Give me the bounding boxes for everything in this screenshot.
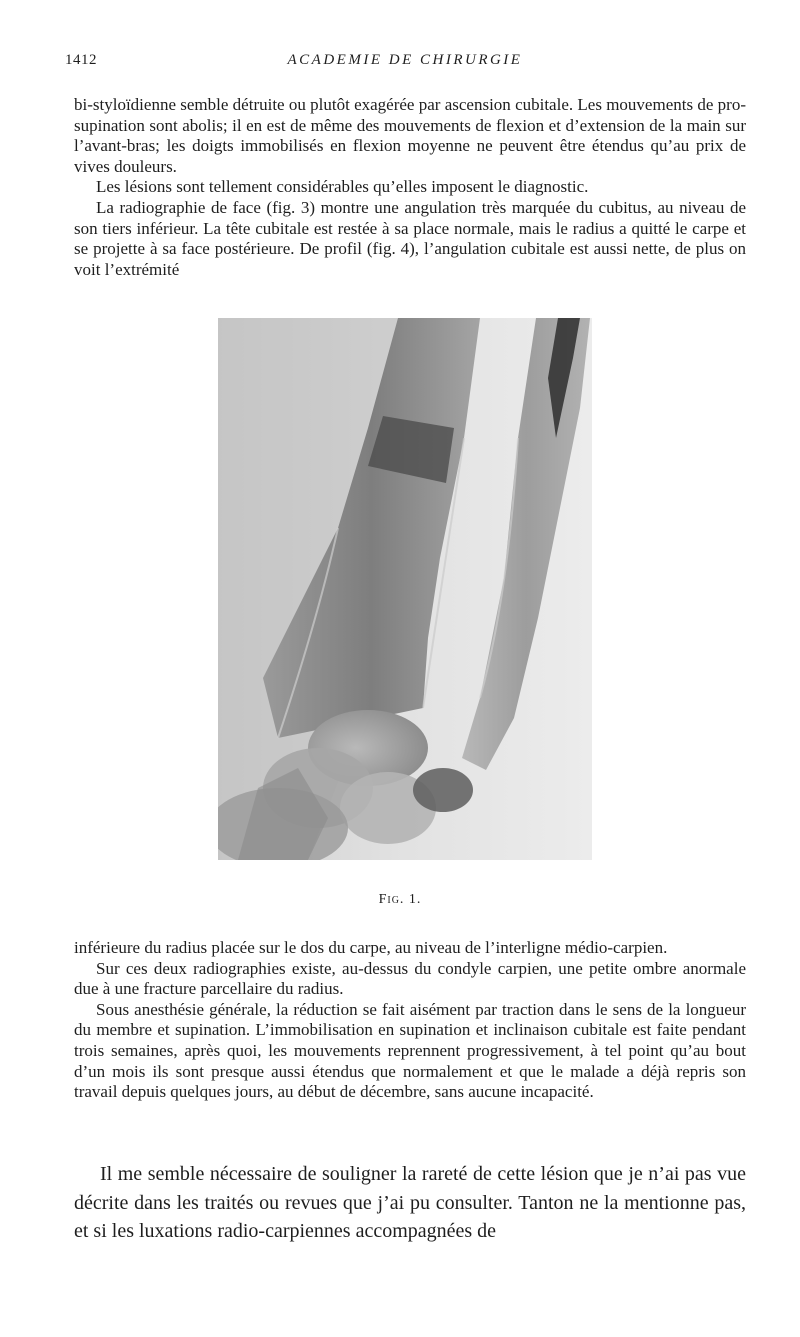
paragraph: inférieure du radius placée sur le dos du carpe, au niveau de l’interligne médio-carpien. [74, 938, 668, 957]
paragraph: bi-styloïdienne semble détruite ou plutôt exagérée par ascension cubitale. Les mouvements de pro-supination sont abolis; il en est de même des mouvements de flexion et d’extension de la main sur l’avant-bras; les doigts immobilisés en flexion moyenne ne peuvent être étendus qu’au prix de vives douleurs. [74, 95, 746, 176]
body-text-middle [74, 938, 746, 1103]
paragraph: Sur ces deux radiographies existe, au-dessus du condyle carpien, une petite ombre anormale due à une fracture parcellaire du radius. [74, 958, 746, 999]
figure-caption-text: Fig. 1. [378, 892, 422, 907]
page-header [65, 52, 745, 74]
paragraph: Sous anesthésie générale, la réduction se fait aisément par traction dans le sens de la longueur du membre et supination. L’immobilisation en supination et inclinaison cubitale est faite pendant trois semaines, après quoi, les mouvements reprennent progressivement, à tel point qu’au bout d’un mois ils sont presque aussi étendus que normalement et que le malade a déjà repris son travail depuis quelques jours, au début de décembre, sans aucune incapacité. [74, 999, 746, 1102]
radiograph-figure [218, 318, 592, 860]
body-text-top [74, 95, 746, 280]
paragraph: La radiographie de face (fig. 3) montre une angulation très marquée du cubitus, au niveau de son tiers inférieur. La tête cubitale est restée à sa place normale, mais le radius a quitté le carpe et se projette à sa face postérieure. De profil (fig. 4), l’angulation cubitale est aussi nette, de plus on voit l’extrémité [74, 197, 746, 279]
paragraph: Il me semble nécessaire de souligner la rareté de cette lésion que je n’ai pas vue décrite dans les traités ou revues que j’ai pu consulter. Tanton ne la mentionne pas, et si les luxations radio-carpiennes accompagnées de [74, 1163, 746, 1242]
body-text-bottom [74, 1160, 746, 1246]
radiograph-image [218, 318, 592, 860]
paragraph: Les lésions sont tellement considérables qu’elles imposent le diagnostic. [96, 177, 589, 197]
running-title: ACADEMIE DE CHIRURGIE [287, 52, 523, 68]
figure-caption [0, 892, 800, 908]
page-number: 1412 [65, 52, 97, 68]
